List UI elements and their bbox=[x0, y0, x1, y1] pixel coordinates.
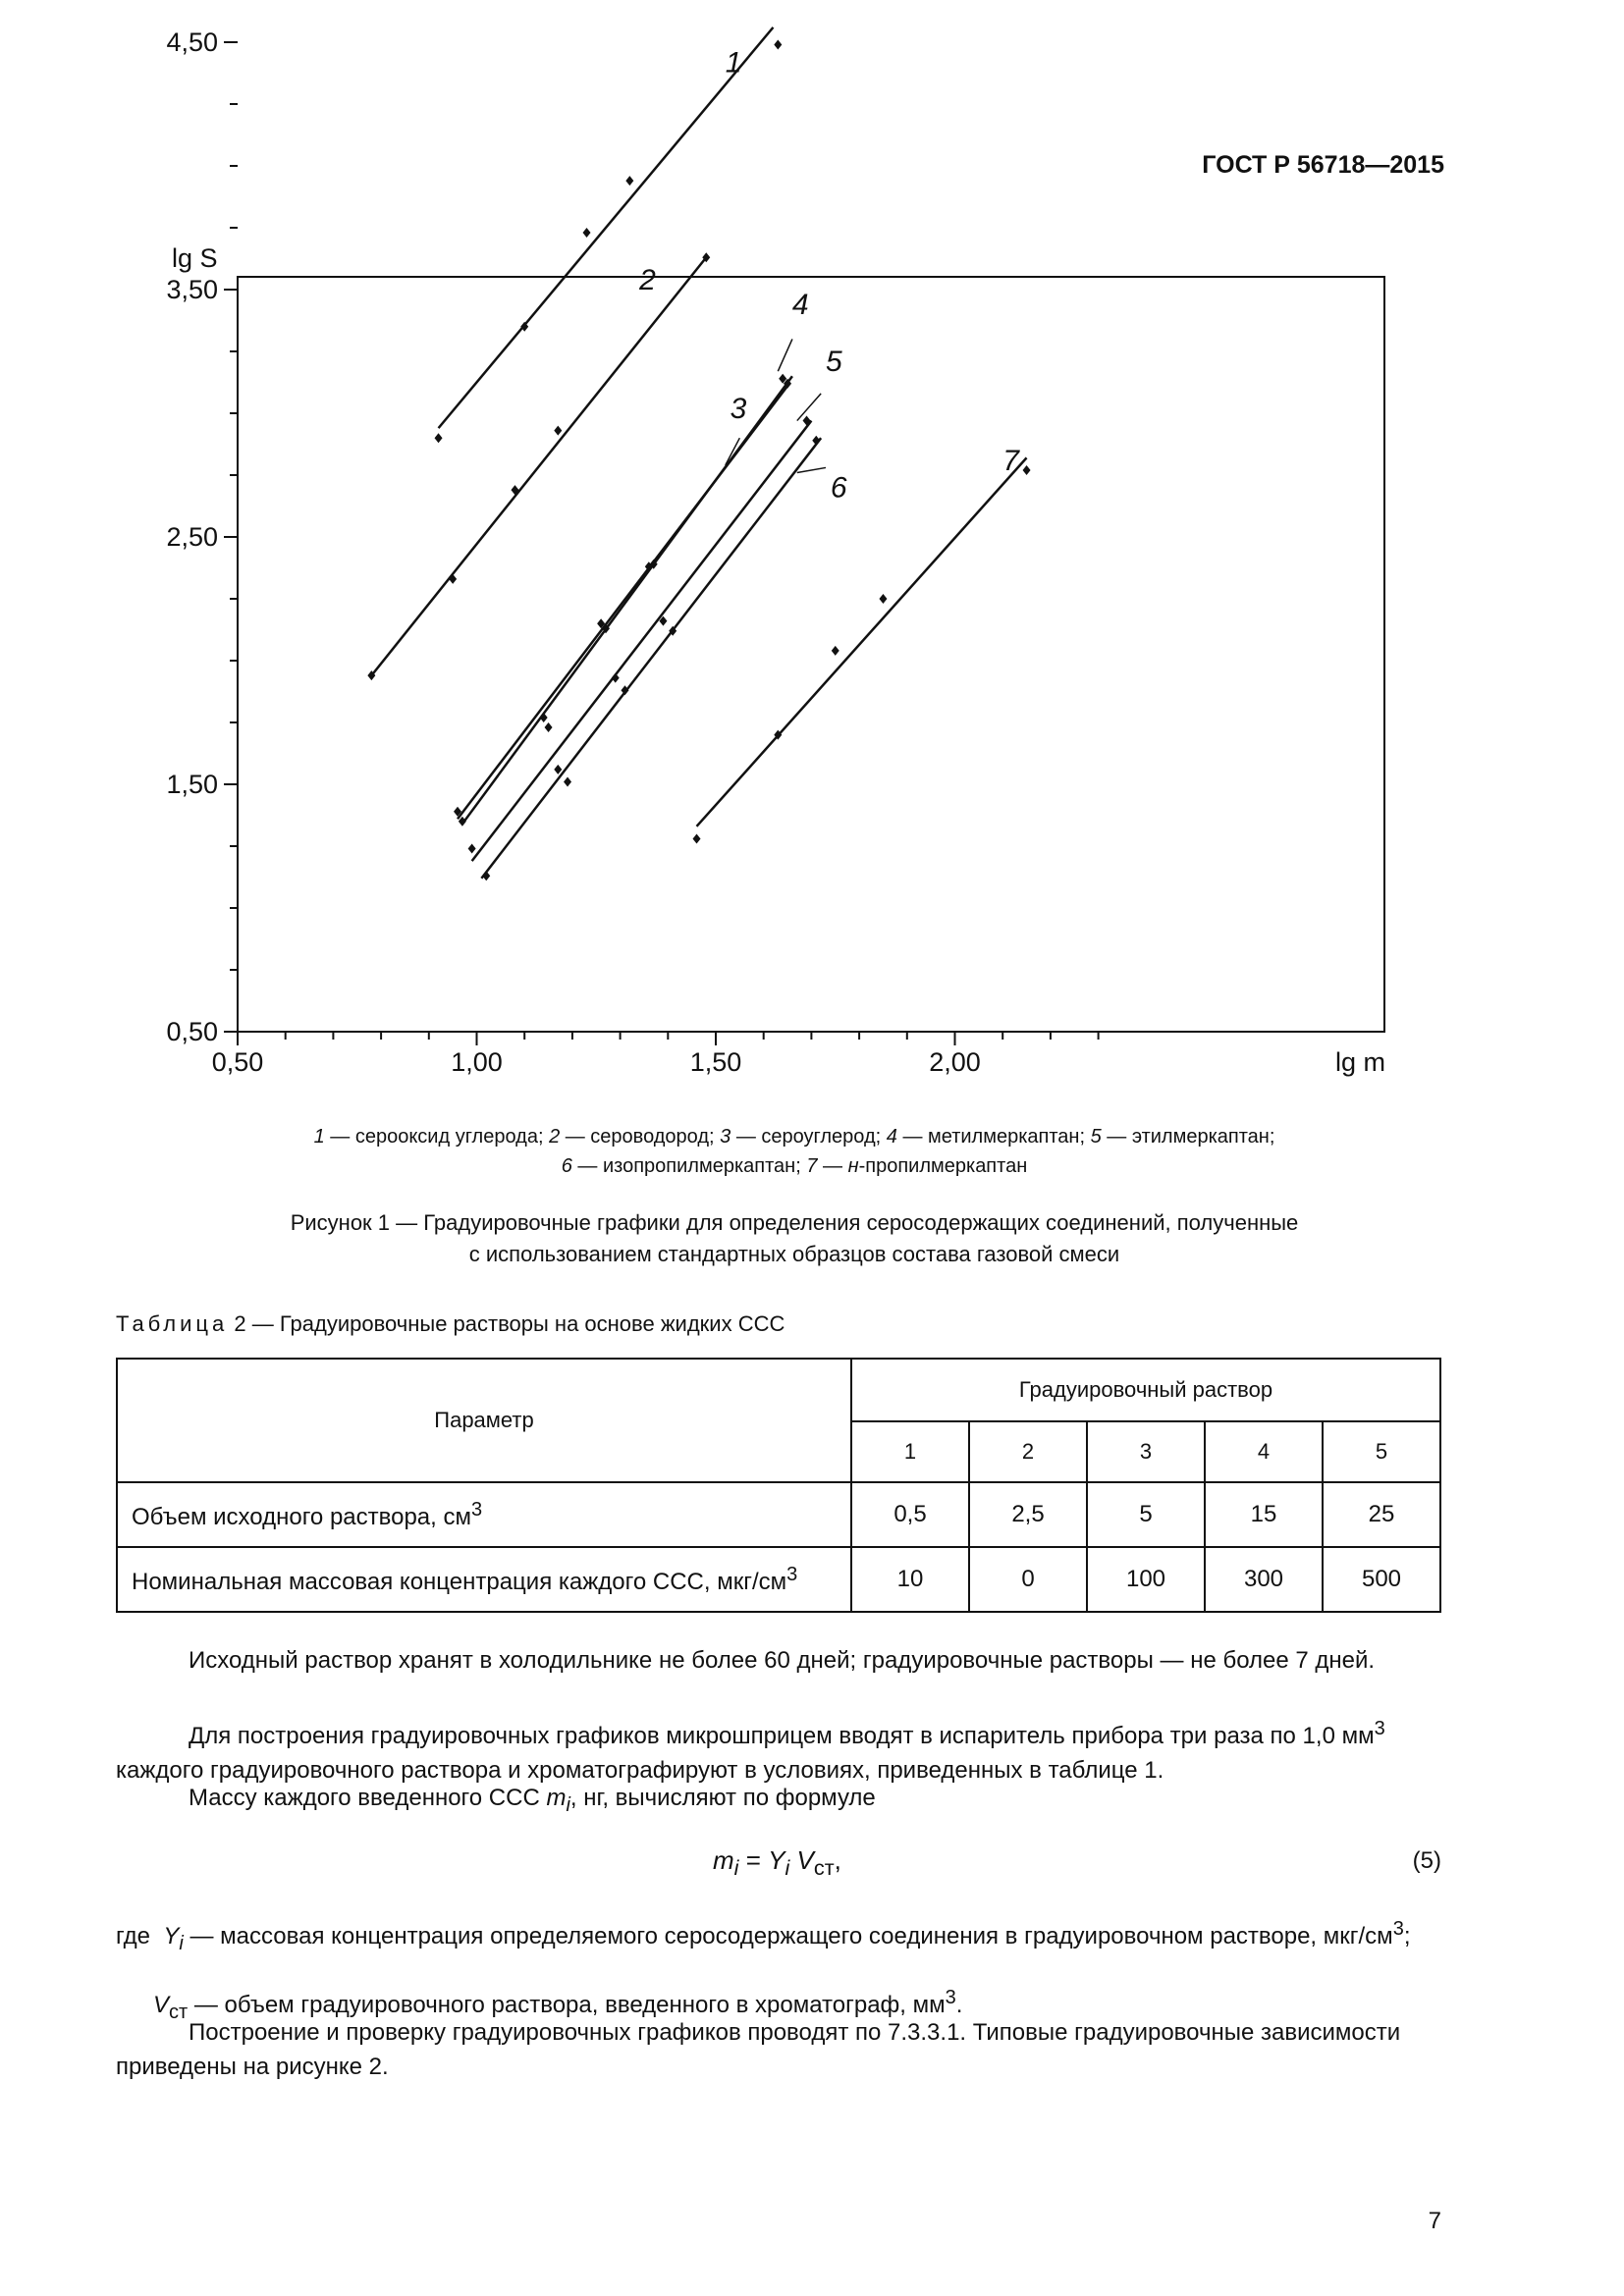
col-1: 1 bbox=[851, 1421, 969, 1482]
x-tick-label: 2,00 bbox=[929, 1047, 981, 1077]
curve-leader-line bbox=[797, 394, 821, 421]
series-6 bbox=[481, 436, 821, 881]
curve-label: 6 bbox=[830, 471, 847, 505]
col-2: 2 bbox=[969, 1421, 1087, 1482]
curve-leader-line bbox=[778, 339, 792, 371]
formula: $m_i = Y_i$ $V_{ст}$, bbox=[713, 1845, 841, 1881]
table-title: Таблица 2 — Градуировочные растворы на основе жидких ССС bbox=[116, 1311, 785, 1336]
x-tick-label: 1,00 bbox=[451, 1047, 503, 1077]
data-point bbox=[612, 673, 620, 683]
document-id: ГОСТ Р 56718—2015 bbox=[1202, 151, 1444, 179]
y-axis-label: lg S bbox=[172, 243, 218, 273]
row2-cell: 300 bbox=[1205, 1547, 1323, 1612]
where-V: $V_{ст}$ — объем градуировочного раствора, введенного в хроматограф, $мм^3$. bbox=[153, 1987, 963, 2023]
row1-cell: 2,5 bbox=[969, 1482, 1087, 1547]
series-line-7 bbox=[697, 457, 1027, 826]
data-point bbox=[879, 594, 887, 604]
data-point bbox=[625, 176, 633, 186]
calibration-table bbox=[116, 1358, 1441, 1613]
data-point bbox=[583, 228, 591, 238]
series-5 bbox=[468, 416, 812, 862]
row1-cell: 5 bbox=[1087, 1482, 1205, 1547]
series-line-2 bbox=[371, 257, 706, 675]
series-line-6 bbox=[481, 438, 821, 879]
row1-cell: 15 bbox=[1205, 1482, 1323, 1547]
curve-leader-line bbox=[797, 467, 826, 472]
data-point bbox=[832, 646, 839, 656]
plot-frame bbox=[238, 277, 1384, 1032]
page-number: 7 bbox=[1428, 2208, 1441, 2234]
figure-caption: Рисунок 1 — Градуировочные графики для определения серосодержащих соединений, полученные с использованием стандартных образцов состава газовой смеси bbox=[290, 1210, 1299, 1266]
curve-label: 4 bbox=[791, 289, 809, 322]
data-point bbox=[482, 871, 490, 881]
data-point bbox=[564, 776, 571, 786]
row1-cell: 25 bbox=[1323, 1482, 1440, 1547]
header-group: Градуировочный раствор bbox=[851, 1359, 1440, 1421]
data-point bbox=[812, 436, 820, 446]
row2-cell: 500 bbox=[1323, 1547, 1440, 1612]
formula-number: (5) bbox=[1412, 1847, 1441, 1874]
series-line-4 bbox=[462, 376, 792, 824]
data-point bbox=[468, 844, 476, 854]
x-tick-label: 1,50 bbox=[689, 1047, 742, 1077]
where-Y: где $Y_i$ — массовая концентрация определяемого серосодержащего соединения в градуировочном растворе, мкг/$см^3$; bbox=[116, 1918, 1411, 1954]
col-5: 5 bbox=[1323, 1421, 1440, 1482]
data-point bbox=[545, 722, 553, 732]
data-point bbox=[554, 765, 562, 774]
y-tick-label: 2,50 bbox=[166, 522, 218, 552]
series-4 bbox=[459, 376, 792, 827]
data-point bbox=[774, 40, 782, 50]
y-tick-label: 1,50 bbox=[166, 770, 218, 799]
y-tick-label: 0,50 bbox=[166, 1017, 218, 1046]
row2-cell: 100 bbox=[1087, 1547, 1205, 1612]
row2-cell: 10 bbox=[851, 1547, 969, 1612]
curve-label: 3 bbox=[730, 393, 747, 426]
y-tick-label: 4,50 bbox=[166, 27, 218, 57]
col-3: 3 bbox=[1087, 1421, 1205, 1482]
row1-label: Объем исходного раствора, $см^3$ bbox=[117, 1482, 851, 1547]
paragraph-mass: Массу каждого введенного ССС $m_i$, нг, вычисляют по формуле bbox=[189, 1785, 876, 1816]
series-3 bbox=[454, 374, 787, 820]
curve-label: 1 bbox=[725, 46, 742, 80]
y-tick-label: 3,50 bbox=[166, 275, 218, 304]
series-line-1 bbox=[439, 27, 774, 428]
row1-cell: 0,5 bbox=[851, 1482, 969, 1547]
paragraph-construction: Построение и проверку градуировочных графиков проводят по 7.3.3.1. Типовые градуировочные зависимости приведены на рисунке 2. bbox=[116, 2019, 1401, 2080]
row2-cell: 0 bbox=[969, 1547, 1087, 1612]
data-point bbox=[693, 833, 701, 843]
curve-label: 7 bbox=[1002, 444, 1019, 477]
row2-label: Номинальная массовая концентрация каждого ССС, мкг/$см^3$ bbox=[117, 1547, 851, 1612]
data-point bbox=[554, 426, 562, 436]
col-4: 4 bbox=[1205, 1421, 1323, 1482]
series-7 bbox=[693, 457, 1031, 843]
x-tick-label: 0,50 bbox=[211, 1047, 264, 1077]
data-point bbox=[1023, 465, 1031, 475]
curve-label: 2 bbox=[639, 264, 656, 296]
series-2 bbox=[367, 252, 710, 680]
x-axis-label: lg m bbox=[1335, 1047, 1386, 1077]
curve-label: 5 bbox=[826, 346, 842, 379]
paragraph-procedure: Для построения градуировочных графиков микрошприцем вводят в испаритель прибора три раза по 1,0 $мм^3$ каждого градуировочного раствора и хроматографируют в условиях, приведенных в таблице 1. bbox=[116, 1718, 1385, 1784]
paragraph-storage: Исходный раствор хранят в холодильнике не более 60 дней; градуировочные растворы — не более 7 дней. bbox=[189, 1647, 1376, 1674]
header-parameter: Параметр bbox=[117, 1359, 851, 1482]
data-point bbox=[435, 433, 443, 443]
figure-legend: 1 — серооксид углерода; 2 — сероводород; 3 — сероуглерод; 4 — метилмеркаптан; 5 — этилмеркаптан; 6 — изопропилмеркаптан; 7 — н-пропилмеркаптан bbox=[313, 1126, 1275, 1177]
